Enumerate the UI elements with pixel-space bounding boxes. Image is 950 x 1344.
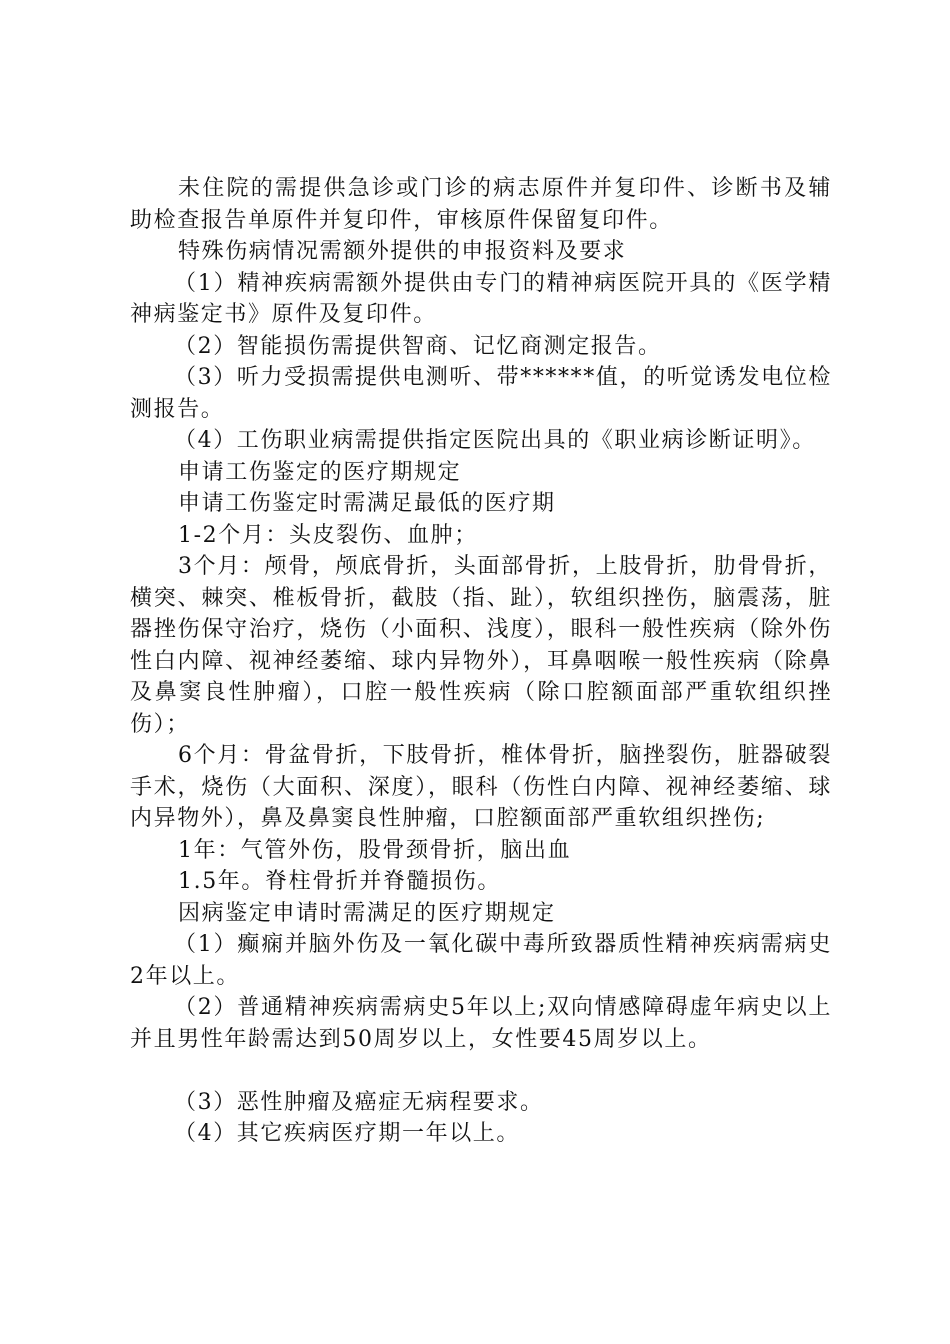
paragraph-outpatient-materials: 未住院的需提供急诊或门诊的病志原件并复印件、诊断书及辅助检查报告单原件并复印件，审核原件保留复印件。 bbox=[130, 176, 832, 233]
paragraph-6-months: 6个月：骨盆骨折，下肢骨折，椎体骨折，脑挫裂伤，脏器破裂手术，烧伤（大面积、深度），眼科（伤性白内障、视神经萎缩、球内异物外），鼻及鼻窦良性肿瘤，口腔额面部严重软组织挫伤; bbox=[130, 743, 832, 831]
paragraph-item-3: （3）听力受损需提供电测听、带******值，的听觉诱发电位检测报告。 bbox=[130, 365, 832, 422]
paragraph-illness-item-4: （4）其它疾病医疗期一年以上。 bbox=[174, 1121, 520, 1146]
paragraph-medical-period-heading: 申请工伤鉴定的医疗期规定 bbox=[178, 459, 462, 485]
paragraph-minimum-period-heading: 申请工伤鉴定时需满足最低的医疗期 bbox=[178, 491, 556, 516]
paragraph-illness-period-heading: 因病鉴定申请时需满足的医疗期规定 bbox=[178, 900, 556, 926]
paragraph-item-1: （1）精神疾病需额外提供由专门的精神病医院开具的《医学精神病鉴定书》原件及复印件。 bbox=[130, 270, 832, 327]
paragraph-1-year: 1年：气管外伤，股骨颈骨折，脑出血 bbox=[178, 837, 572, 863]
paragraph-illness-item-2: （2）普通精神疾病需病史5年以上;双向情感障碍虚年病史以上并且男性年龄需达到50周岁以上，女性要45周岁以上。 bbox=[130, 995, 832, 1052]
blank-line bbox=[130, 1055, 832, 1087]
paragraph-illness-item-1: （1）癫痫并脑外伤及一氧化碳中毒所致器质性精神疾病需病史2年以上。 bbox=[130, 932, 832, 989]
paragraph-1-2-months: 1-2个月：头皮裂伤、血肿； bbox=[178, 522, 478, 548]
document-body bbox=[130, 173, 832, 1150]
paragraph-1-5-years: 1.5年。脊柱骨折并脊髓损伤。 bbox=[178, 869, 501, 894]
paragraph-illness-item-3: （3）恶性肿瘤及癌症无病程要求。 bbox=[174, 1089, 544, 1115]
paragraph-item-4: （4）工伤职业病需提供指定医院出具的《职业病诊断证明》。 bbox=[174, 428, 816, 453]
paragraph-special-requirements-heading: 特殊伤病情况需额外提供的申报资料及要求 bbox=[178, 239, 627, 264]
paragraph-item-2: （2）智能损伤需提供智商、记忆商测定报告。 bbox=[174, 333, 662, 359]
paragraph-3-months: 3个月：颅骨，颅底骨折，头面部骨折，上肢骨折，肋骨骨折，横突、棘突、椎板骨折，截肢（指、趾），软组织挫伤，脑震荡，脏器挫伤保守治疗，烧伤（小面积、浅度），眼科一般性疾病（除外伤性白内障、视神经萎缩、球内异物外），耳鼻咽喉一般性疾病（除鼻及鼻窦良性肿瘤），口腔一般性疾病（除口腔额面部严重软组织挫伤）； bbox=[130, 554, 832, 737]
